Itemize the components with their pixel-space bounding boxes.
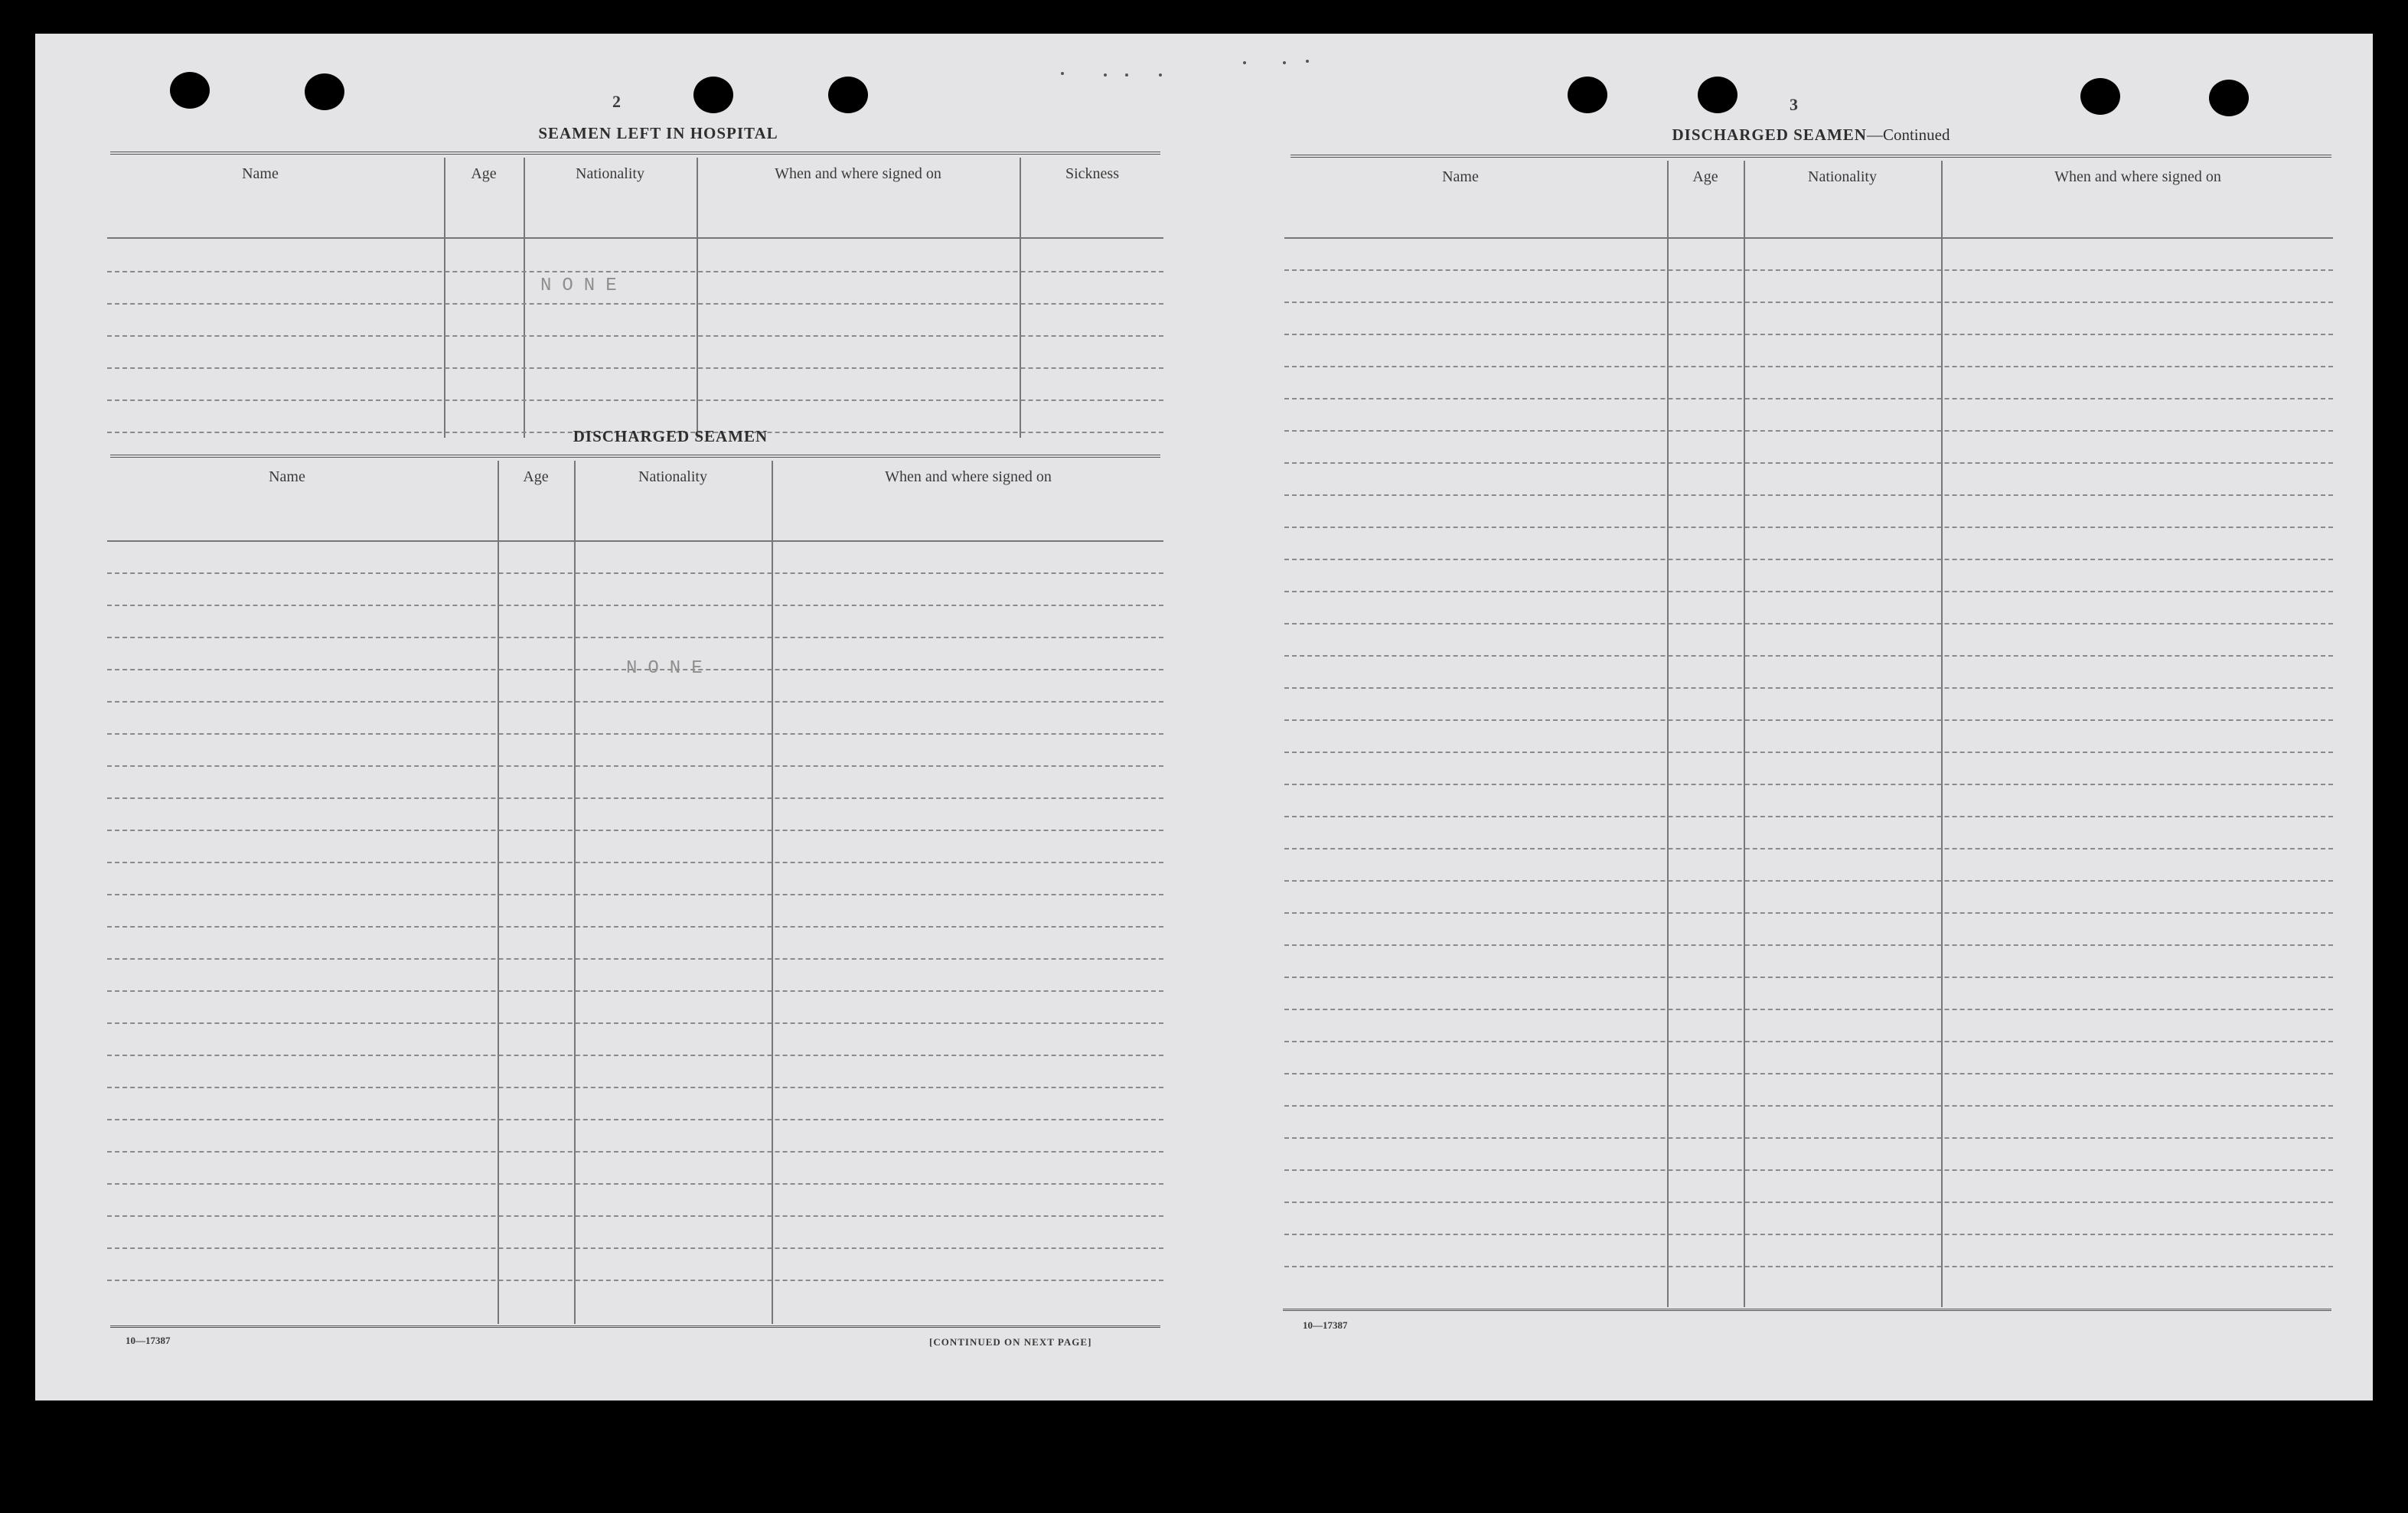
column-divider xyxy=(697,158,698,438)
row-line xyxy=(107,862,1163,863)
row-line xyxy=(107,637,1163,638)
column-divider xyxy=(1020,158,1021,438)
punch-hole xyxy=(828,77,868,113)
row-line xyxy=(1284,1041,2333,1042)
row-line xyxy=(107,701,1163,703)
form-code-left: 10—17387 xyxy=(126,1335,171,1346)
row-line xyxy=(107,399,1163,401)
row-line xyxy=(1284,1234,2333,1235)
continued-bottom-rule xyxy=(1283,1309,2331,1311)
none-stamp: NONE xyxy=(626,658,713,679)
row-line xyxy=(1284,848,2333,849)
row-line xyxy=(1284,944,2333,946)
col-header-nationality: Nationality xyxy=(576,165,644,182)
row-line xyxy=(1284,880,2333,882)
row-line xyxy=(107,926,1163,928)
row-line xyxy=(1284,977,2333,978)
col-header-sickness: Sickness xyxy=(1065,165,1119,182)
column-divider xyxy=(574,461,576,1324)
discharged-continued-title xyxy=(1620,126,2002,145)
discharged-section-title: DISCHARGED SEAMEN xyxy=(573,427,768,445)
col-header-nationality: Nationality xyxy=(1808,168,1877,185)
row-line xyxy=(107,830,1163,831)
row-line xyxy=(1284,462,2333,464)
col-header-signed-on: When and where signed on xyxy=(775,165,941,182)
ink-speck xyxy=(1061,72,1064,75)
ledger-sheet xyxy=(35,34,2373,1401)
row-line xyxy=(107,1280,1163,1281)
row-line xyxy=(107,894,1163,895)
row-line xyxy=(1284,912,2333,914)
row-line xyxy=(1284,1137,2333,1139)
col-header-name: Name xyxy=(1442,168,1479,185)
row-line xyxy=(1284,1266,2333,1267)
row-line xyxy=(1284,269,2333,271)
row-line xyxy=(107,1087,1163,1088)
row-line xyxy=(1284,398,2333,399)
column-divider xyxy=(524,158,525,438)
col-header-age: Age xyxy=(471,165,497,182)
row-line xyxy=(1284,1169,2333,1171)
row-line xyxy=(1284,816,2333,817)
discharged-continued-suffix: —Continued xyxy=(1866,126,1950,144)
header-rule xyxy=(1284,237,2333,239)
row-line xyxy=(1284,430,2333,432)
column-divider xyxy=(444,158,445,438)
discharged-continued-title-main: DISCHARGED SEAMEN xyxy=(1672,126,1867,144)
punch-hole xyxy=(305,73,344,110)
continued-note: [CONTINUED ON NEXT PAGE] xyxy=(929,1336,1092,1348)
row-line xyxy=(107,367,1163,369)
col-header-age: Age xyxy=(1692,168,1718,185)
discharged-table xyxy=(107,461,1163,1324)
punch-hole xyxy=(1568,77,1607,113)
header-rule xyxy=(107,237,1163,239)
row-line xyxy=(1284,1202,2333,1203)
discharged-continued-table xyxy=(1284,161,2333,1307)
row-line xyxy=(1284,591,2333,592)
punch-hole xyxy=(693,77,733,113)
row-line xyxy=(107,271,1163,272)
row-line xyxy=(1284,366,2333,367)
row-line xyxy=(1284,334,2333,335)
punch-hole xyxy=(170,72,210,109)
ink-speck xyxy=(1104,73,1107,77)
col-header-name: Name xyxy=(242,165,279,182)
form-code-right: 10—17387 xyxy=(1303,1319,1348,1331)
page-number-right: 3 xyxy=(1790,95,1798,114)
hospital-top-rule xyxy=(110,152,1160,155)
col-header-nationality: Nationality xyxy=(638,468,707,485)
row-line xyxy=(1284,719,2333,721)
row-line xyxy=(107,958,1163,960)
ink-speck xyxy=(1306,60,1309,63)
row-line xyxy=(107,990,1163,992)
col-header-signed-on: When and where signed on xyxy=(2054,168,2221,185)
row-line xyxy=(1284,752,2333,753)
row-line xyxy=(1284,494,2333,496)
punch-hole xyxy=(2209,80,2249,116)
row-line xyxy=(1284,1105,2333,1107)
row-line xyxy=(107,1119,1163,1120)
column-divider xyxy=(1941,161,1943,1307)
row-line xyxy=(107,1183,1163,1185)
col-header-name: Name xyxy=(269,468,305,485)
row-line xyxy=(107,605,1163,606)
col-header-signed-on: When and where signed on xyxy=(885,468,1052,485)
column-divider xyxy=(772,461,773,1324)
row-line xyxy=(1284,559,2333,560)
ink-speck xyxy=(1283,61,1286,64)
punch-hole xyxy=(1698,77,1737,113)
row-line xyxy=(107,1247,1163,1249)
row-line xyxy=(1284,687,2333,689)
row-line xyxy=(107,765,1163,767)
hospital-section-title: SEAMEN LEFT IN HOSPITAL xyxy=(538,124,778,142)
row-line xyxy=(1284,1009,2333,1010)
row-line xyxy=(1284,784,2333,785)
column-divider xyxy=(1744,161,1745,1307)
row-line xyxy=(107,572,1163,574)
ink-speck xyxy=(1125,73,1128,77)
ink-speck xyxy=(1243,61,1246,64)
ink-speck xyxy=(1159,73,1162,77)
page-number-left: 2 xyxy=(612,92,621,111)
discharged-bottom-rule xyxy=(110,1326,1160,1328)
row-line xyxy=(107,1151,1163,1153)
none-stamp: NONE xyxy=(540,276,628,296)
continued-top-rule xyxy=(1290,155,2331,158)
row-line xyxy=(107,303,1163,305)
row-line xyxy=(1284,527,2333,528)
row-line xyxy=(1284,655,2333,657)
row-line xyxy=(107,733,1163,735)
column-divider xyxy=(1667,161,1669,1307)
row-line xyxy=(107,1022,1163,1024)
row-line xyxy=(107,797,1163,799)
col-header-age: Age xyxy=(523,468,549,485)
row-line xyxy=(107,1055,1163,1056)
header-rule xyxy=(107,540,1163,542)
row-line xyxy=(1284,623,2333,624)
row-line xyxy=(1284,1073,2333,1074)
discharged-top-rule xyxy=(110,455,1160,458)
punch-hole xyxy=(2080,78,2120,115)
row-line xyxy=(107,335,1163,337)
column-divider xyxy=(498,461,499,1324)
row-line xyxy=(1284,302,2333,303)
hospital-table xyxy=(107,158,1163,438)
row-line xyxy=(107,1215,1163,1217)
